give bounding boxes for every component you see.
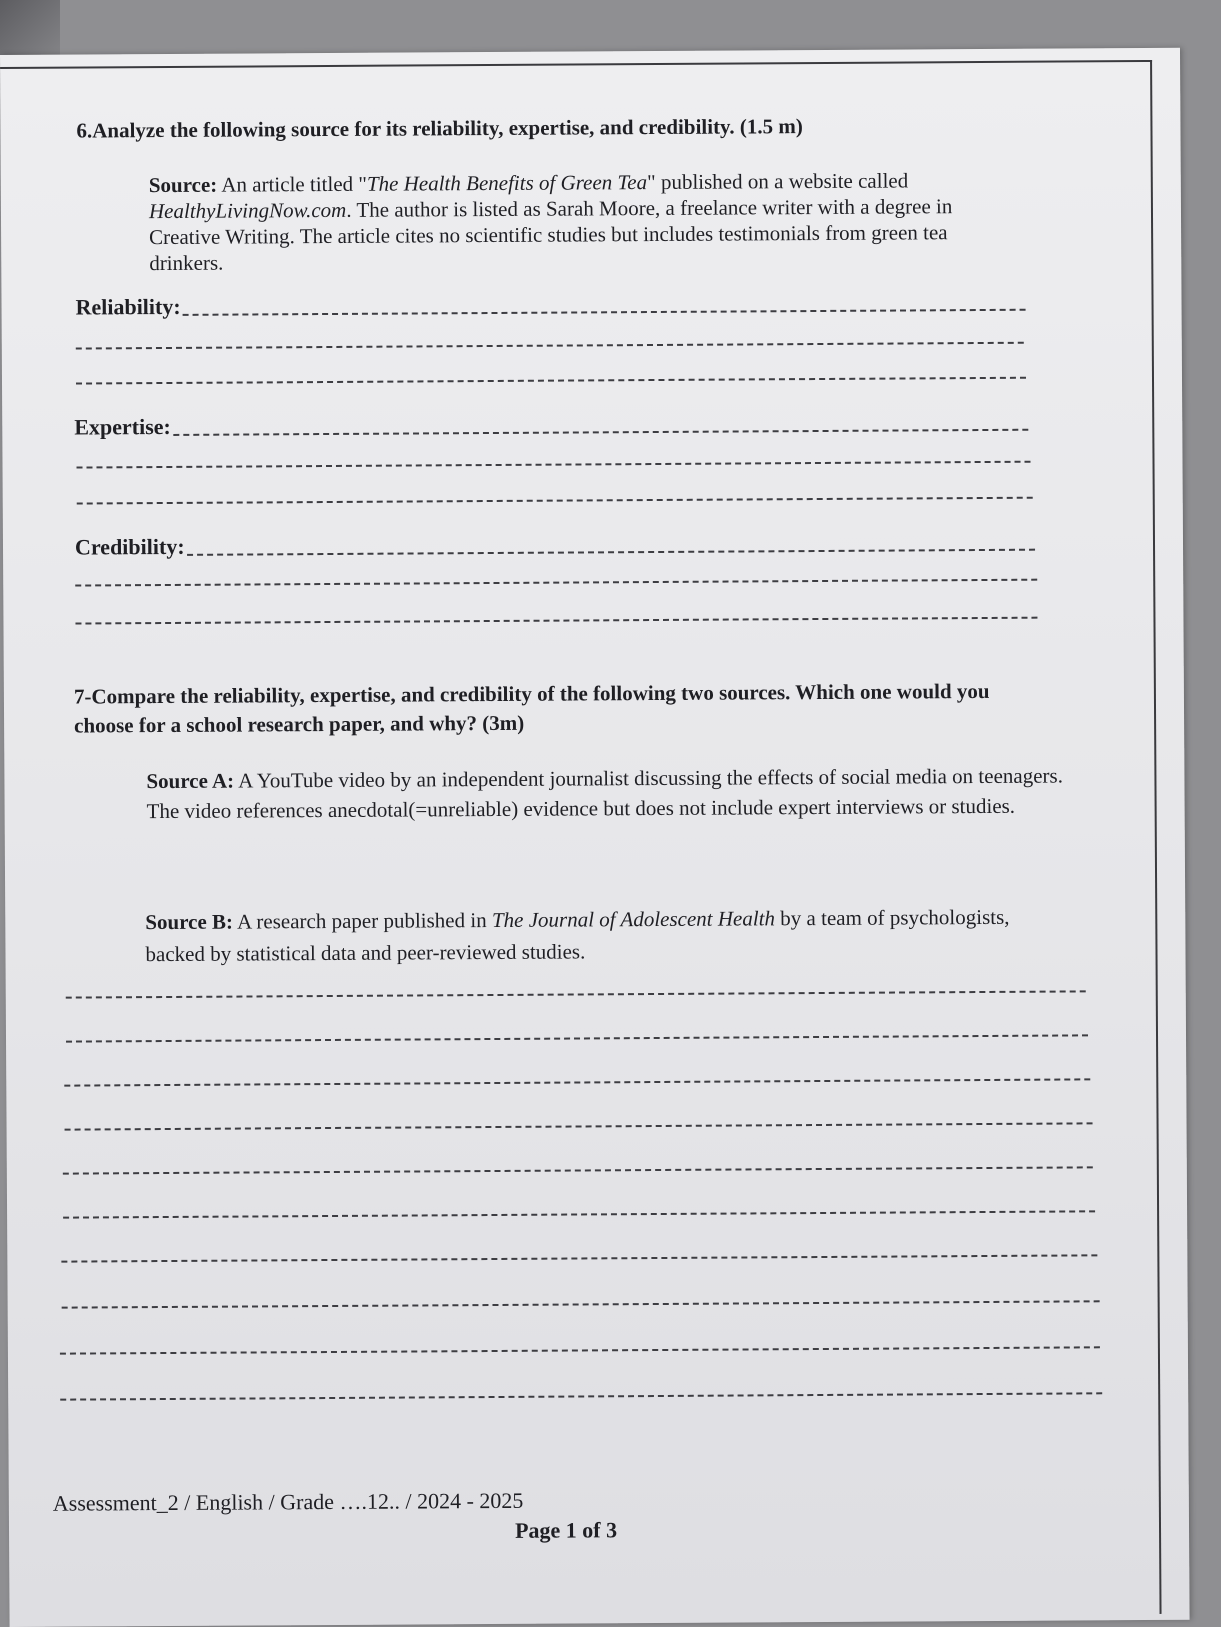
source-text: " published on a website called [647,168,909,195]
reliability-label: Reliability: [75,293,181,320]
source-text: An article titled " [217,171,368,197]
answer-line[interactable] [173,428,1028,436]
page-number: Page 1 of 3 [514,1517,618,1543]
answer-line[interactable] [183,308,1026,316]
credibility-label: Credibility: [74,533,185,560]
article-title: The Health Benefits of Green Tea [366,170,648,196]
source-b-text: by a team of psychologists, backed by statistical data and peer-reviewed studies. [145,904,1010,967]
expertise-label: Expertise: [74,413,171,440]
source-a-label: Source A: [146,768,235,794]
website-name: HealthyLivingNow.com [148,197,347,224]
question-7-source-b [145,901,1045,970]
journal-name: The Journal of Adolescent Health [491,906,776,933]
question-6-source [149,167,1020,276]
assessment-footer: Assessment_2 / English / Grade ….12.. / 2024 - 2025 [52,1487,524,1516]
source-text: . The author is listed as Sarah Moore, a freelance writer with a degree in Creative Writing. The article cites no scientific studies but includes testimonials from green tea drinkers. [149,194,953,276]
answer-line[interactable] [187,548,1035,556]
source-a-text: A YouTube video by an independent journalist discussing the effects of social media on teenagers. The video references anecdotal(=unreliable) evidence but does not include expert interviews or studies. [146,763,1063,824]
worksheet-page [0,48,1190,1627]
question-6-title: 6.Analyze the following source for its reliability, expertise, and credibility. (1.5 m) [76,114,803,143]
question-7-source-a [146,760,1076,826]
question-7-title: 7-Compare the reliability, expertise, and credibility of the following two sources. Which one would you choose for a school research paper, and why? (3m) [73,678,990,738]
source-b-text: A research paper published in [232,908,492,934]
source-label: Source: [148,172,218,198]
source-b-label: Source B: [145,909,234,935]
